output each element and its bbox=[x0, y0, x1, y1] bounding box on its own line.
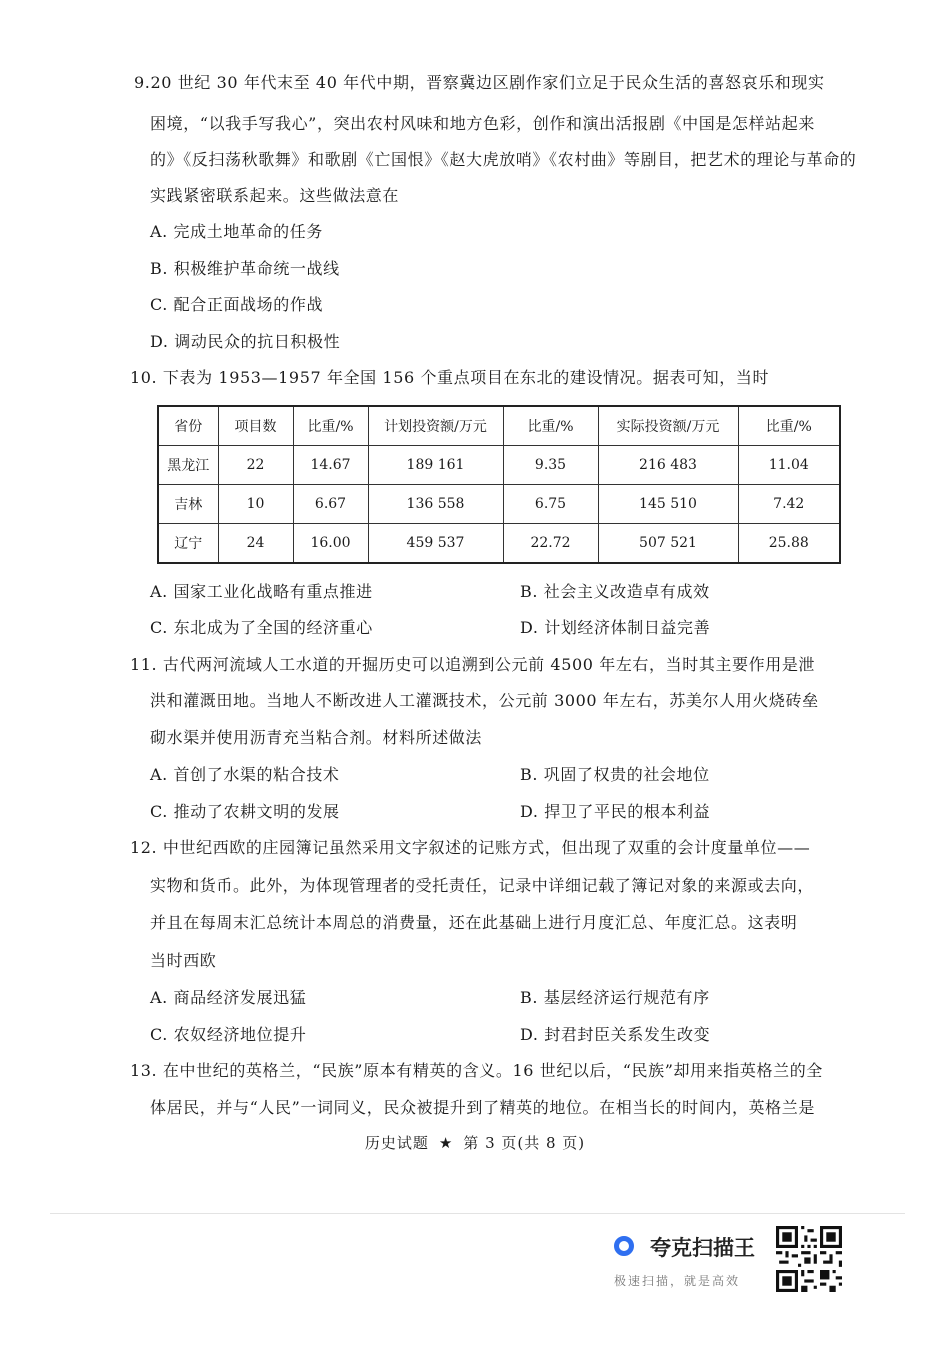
q9-option-b: B. 积极维护革命统一战线 bbox=[150, 259, 340, 278]
table-cell: 25.88 bbox=[738, 524, 840, 564]
table-header-cell: 省份 bbox=[158, 406, 218, 446]
q11-option-d: D. 捍卫了平民的根本利益 bbox=[520, 802, 711, 821]
scanner-brand-name: 夸克扫描王 bbox=[650, 1236, 755, 1260]
table-cell: 189 161 bbox=[368, 446, 503, 485]
q10-option-d: D. 计划经济体制日益完善 bbox=[520, 618, 711, 637]
q11-stem-line-1: 11. 古代两河流域人工水道的开掘历史可以追溯到公元前 4500 年左右，当时其主要作用是泄 bbox=[130, 655, 816, 674]
table-row bbox=[158, 485, 840, 524]
q11-option-c: C. 推动了农耕文明的发展 bbox=[150, 802, 340, 821]
table-header-cell: 项目数 bbox=[218, 406, 293, 446]
q12-stem-line-1: 12. 中世纪西欧的庄园簿记虽然采用文字叙述的记账方式，但出现了双重的会计度量单位—— bbox=[130, 838, 811, 857]
footer-subject: 历史试题 bbox=[364, 1134, 429, 1152]
table-cell: 136 558 bbox=[368, 485, 503, 524]
table-cell: 6.75 bbox=[503, 485, 598, 524]
table-cell: 9.35 bbox=[503, 446, 598, 485]
table-cell: 459 537 bbox=[368, 524, 503, 564]
q9-stem-line-4: 实践紧密联系起来。这些做法意在 bbox=[150, 186, 400, 205]
q12-option-c: C. 农奴经济地位提升 bbox=[150, 1025, 307, 1044]
table-cell: 6.67 bbox=[293, 485, 368, 524]
table-cell: 7.42 bbox=[738, 485, 840, 524]
star-icon: ★ bbox=[438, 1134, 454, 1152]
q13-stem-line-2: 体居民，并与“人民”一词同义，民众被提升到了精英的地位。在相当长的时间内，英格兰是 bbox=[150, 1098, 815, 1117]
q12-stem-line-3: 并且在每周末汇总统计本周总的消费量，还在此基础上进行月度汇总、年度汇总。这表明 bbox=[150, 913, 798, 932]
divider bbox=[50, 1213, 905, 1214]
q11-stem-line-3: 砌水渠并使用沥青充当粘合剂。材料所述做法 bbox=[150, 728, 483, 747]
table-row bbox=[158, 446, 840, 485]
scanner-slogan: 极速扫描，就是高效 bbox=[614, 1274, 741, 1288]
q9-stem-line-3: 的》《反扫荡秋歌舞》和歌剧《亡国恨》《赵大虎放哨》《农村曲》等剧目，把艺术的理论与革命的 bbox=[150, 150, 857, 169]
table-header-row bbox=[158, 406, 840, 446]
table-cell: 10 bbox=[218, 485, 293, 524]
table-cell: 22.72 bbox=[503, 524, 598, 564]
qr-code-icon bbox=[776, 1226, 842, 1292]
q9-option-a: A. 完成土地革命的任务 bbox=[150, 222, 323, 241]
table-cell: 吉林 bbox=[158, 485, 218, 524]
q10-stem: 10. 下表为 1953—1957 年全国 156 个重点项目在东北的建设情况。据表可知，当时 bbox=[130, 368, 770, 387]
table-header-cell: 比重/% bbox=[503, 406, 598, 446]
table-cell: 145 510 bbox=[598, 485, 738, 524]
q9-stem-line-1: 9.20 世纪 30 年代末至 40 年代中期，晋察冀边区剧作家们立足于民众生活的喜怒哀乐和现实 bbox=[134, 73, 825, 92]
q12-stem-line-4: 当时西欧 bbox=[150, 951, 217, 970]
scanner-brand bbox=[614, 1232, 774, 1272]
table-cell: 黑龙江 bbox=[158, 446, 218, 485]
table-header-cell: 计划投资额/万元 bbox=[368, 406, 503, 446]
table-cell: 14.67 bbox=[293, 446, 368, 485]
q9-stem-line-2: 困境，“以我手写我心”，突出农村风味和地方色彩，创作和演出活报剧《中国是怎样站起来 bbox=[150, 114, 815, 133]
quark-logo-icon bbox=[614, 1236, 634, 1256]
table-row bbox=[158, 524, 840, 564]
q12-option-d: D. 封君封臣关系发生改变 bbox=[520, 1025, 711, 1044]
q9-option-c: C. 配合正面战场的作战 bbox=[150, 295, 324, 314]
page-footer bbox=[0, 1132, 950, 1153]
q11-option-b: B. 巩固了权贵的社会地位 bbox=[520, 765, 710, 784]
q13-stem-line-1: 13. 在中世纪的英格兰，“民族”原本有精英的含义。16 世纪以后，“民族”却用来指英格兰的全 bbox=[130, 1061, 823, 1080]
table-cell: 216 483 bbox=[598, 446, 738, 485]
q10-option-b: B. 社会主义改造卓有成效 bbox=[520, 582, 710, 601]
q10-option-a: A. 国家工业化战略有重点推进 bbox=[150, 582, 373, 601]
q10-data-table bbox=[157, 405, 841, 564]
table-cell: 507 521 bbox=[598, 524, 738, 564]
q11-option-a: A. 首创了水渠的粘合技术 bbox=[150, 765, 340, 784]
table-cell: 11.04 bbox=[738, 446, 840, 485]
q10-option-c: C. 东北成为了全国的经济重心 bbox=[150, 618, 373, 637]
table-cell: 16.00 bbox=[293, 524, 368, 564]
q12-option-b: B. 基层经济运行规范有序 bbox=[520, 988, 710, 1007]
q12-option-a: A. 商品经济发展迅猛 bbox=[150, 988, 307, 1007]
q12-stem-line-2: 实物和货币。此外，为体现管理者的受托责任，记录中详细记载了簿记对象的来源或去向， bbox=[150, 876, 815, 895]
table-cell: 辽宁 bbox=[158, 524, 218, 564]
q11-stem-line-2: 洪和灌溉田地。当地人不断改进人工灌溉技术，公元前 3000 年左右，苏美尔人用火烧砖垒 bbox=[150, 691, 819, 710]
table-cell: 24 bbox=[218, 524, 293, 564]
footer-page-number: 第 3 页(共 8 页) bbox=[463, 1134, 586, 1152]
table-cell: 22 bbox=[218, 446, 293, 485]
table-header-cell: 比重/% bbox=[293, 406, 368, 446]
table-header-cell: 实际投资额/万元 bbox=[598, 406, 738, 446]
q9-option-d: D. 调动民众的抗日积极性 bbox=[150, 332, 341, 351]
table-header-cell: 比重/% bbox=[738, 406, 840, 446]
